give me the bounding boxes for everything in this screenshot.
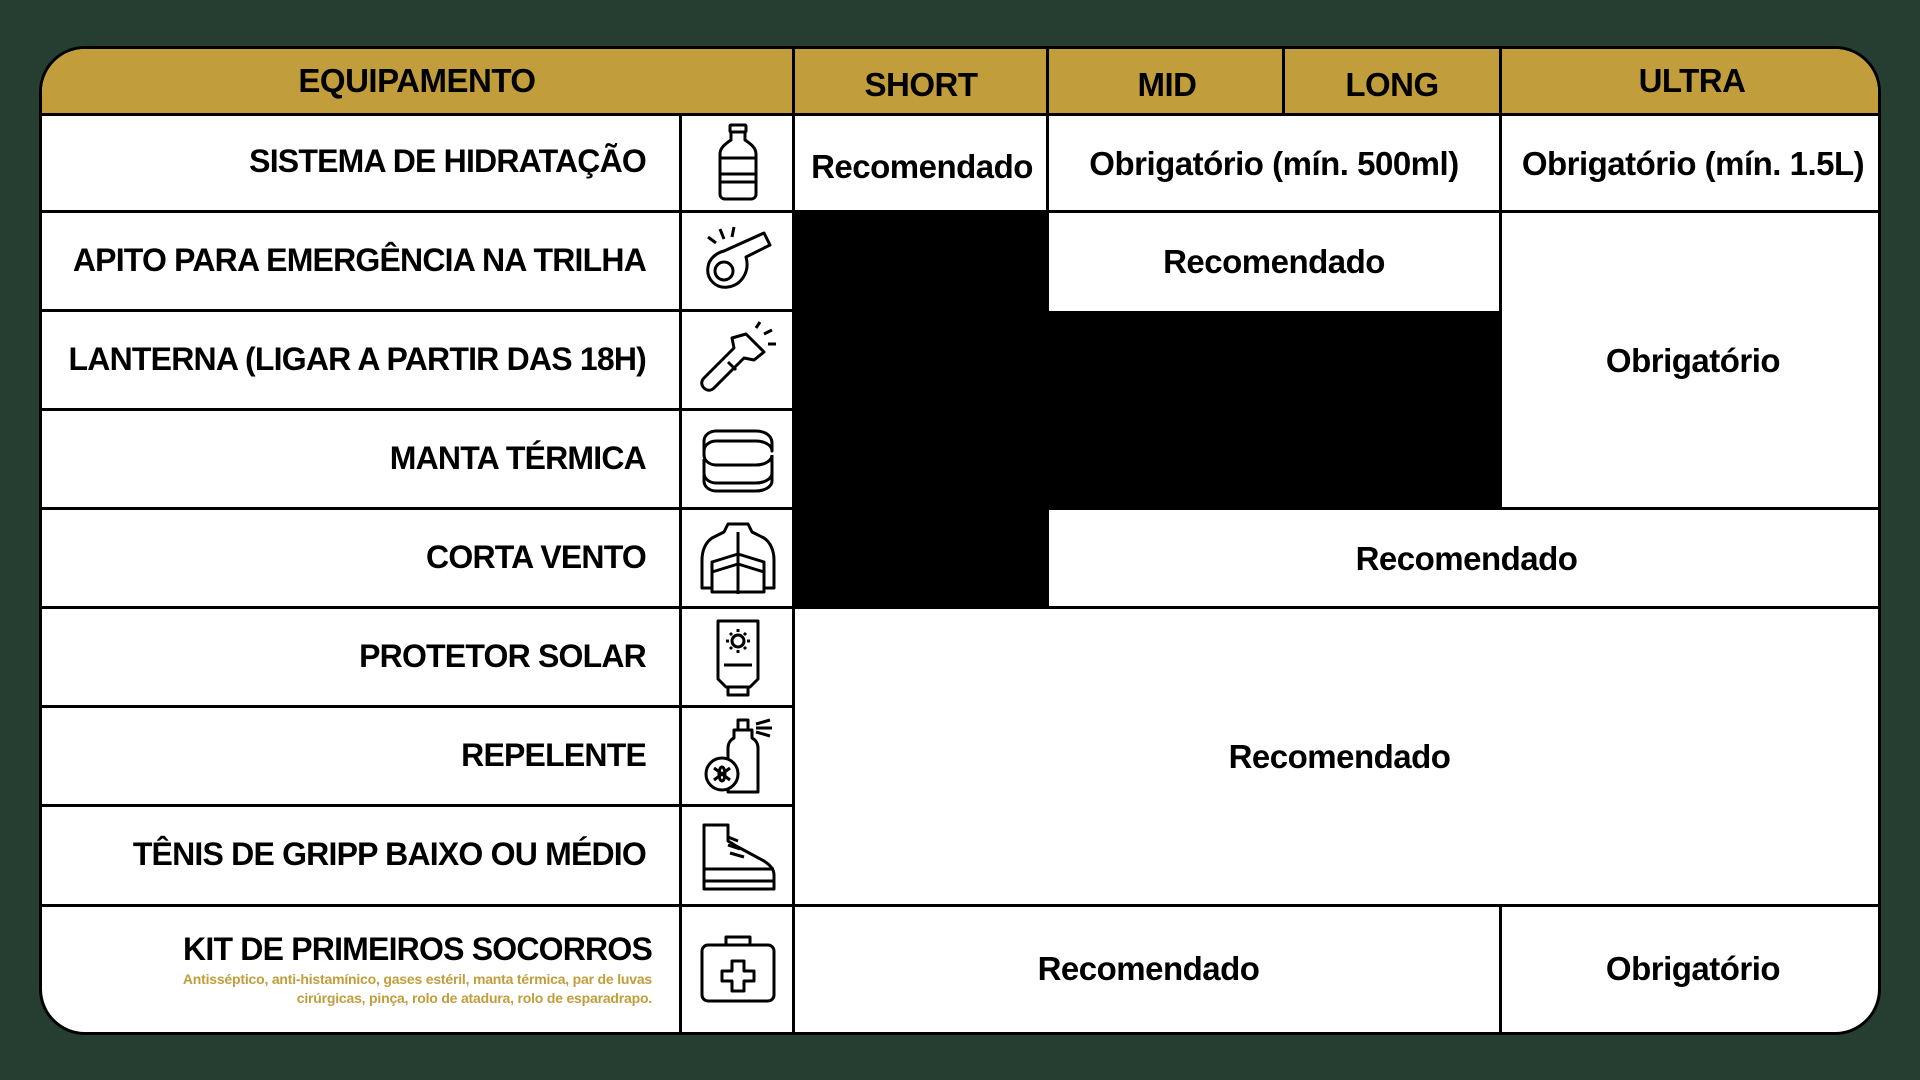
grid-line [1046,113,1049,212]
firstaid-contents-line2: cirúrgicas, pinça, rolo de atadura, rolo de esparadrapo. [296,989,652,1006]
value-sun-repel-shoe-all: Recomendado [1228,738,1451,775]
grid-line [792,49,795,1035]
row-name-blanket: MANTA TÉRMICA [389,440,646,476]
trail-shoe-icon [682,806,793,903]
value-whistle-midlong: Recomendado [1163,242,1385,280]
grid-line [1499,49,1502,509]
value-hydration-midlong: Obrigatório (mín. 500ml) [1089,144,1459,182]
value-hydration-ultra: Obrigatório (mín. 1.5L) [1521,144,1865,182]
water-bottle-icon [682,113,793,210]
header-equipamento: EQUIPAMENTO [298,62,536,99]
row-name-windbreaker: CORTA VENTO [426,539,646,575]
grid-line [1282,49,1285,113]
grid-line [1499,906,1502,1035]
value-ultra-required-block: Obrigatório [1605,341,1781,379]
grid-line [42,309,795,312]
first-aid-kit-icon [682,906,793,1032]
equipment-table [39,46,1881,1035]
header-mid: MID [1137,66,1197,103]
grid-line [42,408,795,411]
not-applicable-block-midlong [1046,311,1499,509]
grid-line [42,705,795,708]
grid-line [792,606,1881,609]
row-name-repellent: REPELENTE [461,737,646,773]
sunscreen-tube-icon [682,608,793,705]
grid-line [42,904,1881,907]
folded-blanket-icon [682,410,793,507]
value-hydration-short: Recomendado [811,147,1033,185]
row-name-sunscreen: PROTETOR SOLAR [359,638,646,674]
flashlight-icon [682,311,793,408]
header-long: LONG [1345,66,1439,103]
grid-line [679,113,682,1035]
grid-line [792,210,1881,213]
grid-line [42,210,795,213]
value-firstaid-shortmidlong: Recomendado [1037,950,1260,987]
firstaid-contents-line1: Antisséptico, anti-histamínico, gases estéril, manta térmica, par de luvas [182,970,652,987]
header-short: SHORT [864,66,978,103]
not-applicable-block-short [795,212,1049,608]
grid-line [42,507,795,510]
whistle-icon [682,212,793,309]
row-name-shoe: TÊNIS DE GRIPP BAIXO OU MÉDIO [132,836,646,872]
grid-line [1046,49,1049,113]
row-name-flashlight: LANTERNA (LIGAR A PARTIR DAS 18H) [68,341,646,377]
grid-line [1046,507,1881,510]
grid-line [42,804,795,807]
grid-line [42,606,795,609]
row-name-firstaid [42,906,662,1032]
row-name-hydration: SISTEMA DE HIDRATAÇÃO [249,143,646,179]
header-ultra: ULTRA [1638,62,1746,99]
repellent-spray-icon [682,707,793,804]
firstaid-title: KIT DE PRIMEIROS SOCORROS [183,930,652,967]
windbreaker-jacket-icon [682,509,793,606]
row-name-whistle: APITO PARA EMERGÊNCIA NA TRILHA [72,242,646,278]
value-firstaid-ultra: Obrigatório [1605,950,1781,987]
value-windbreaker-midlongultra: Recomendado [1355,539,1578,577]
